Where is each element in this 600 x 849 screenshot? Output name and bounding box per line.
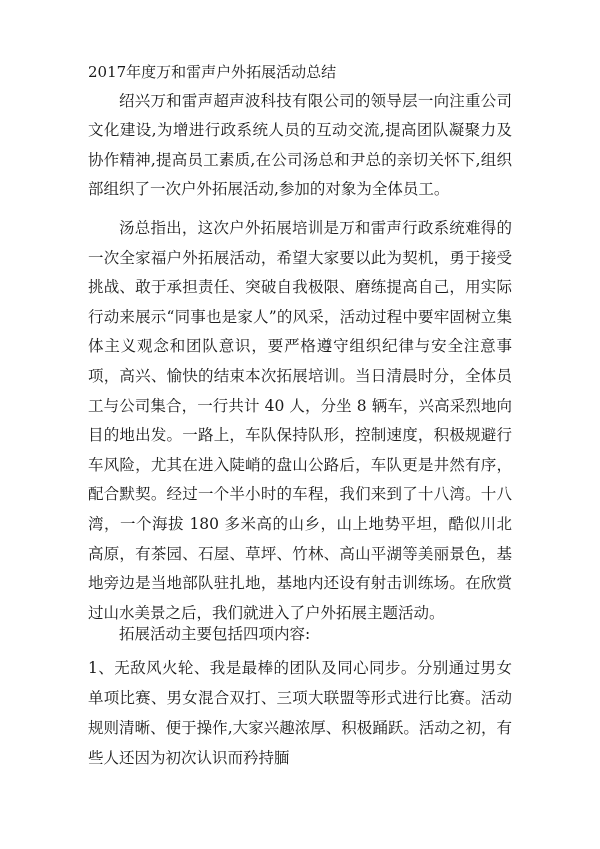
paragraph-speech: 汤总指出，这次户外拓展培训是万和雷声行政系统难得的一次全家福户外拓展活动，希望大家要以此为契机，勇于接受挑战、敢于承担责任、突破自我极限、磨练提高自己，用实际行动来展示“同事也是家人”的风采，活动过程中要牢固树立集体主义观念和团队意识，要严格遵守组织纪律与安全注意事项，高兴、愉快的结束本次拓展培训。当日清晨时分，全体员工与公司集合，一行共计 40 人，分坐 8 辆车，兴高采烈地向目的地出发。一路上，车队保持队形，控制速度，积极规避行车风险，尤其在进入陡峭的盘山公路后，车队更是井然有序，配合默契。经过一个半小时的车程，我们来到了十八湾。十八湾，一个海拔 180 多米高的山乡，山上地势平坦，酷似川北高原，有茶园、石屋、草坪、竹林、高山平湖等美丽景色，基地旁边是当地部队驻扎地，基地内还设有射击训练场。在欣赏过山水美景之后，我们就进入了户外拓展主题活动。 (88, 219, 512, 622)
paragraph-activities-heading: 拓展活动主要包括四项内容: (119, 625, 311, 643)
paragraph-intro: 绍兴万和雷声超声波科技有限公司的领导层一向注重公司文化建设,为增进行政系统人员的互动交流,提高团队凝聚力及协作精神,提高员工素质,在公司汤总和尹总的亲切关怀下,组织部组织了一次户外拓展活动,参加的对象为全体员工。 (88, 92, 512, 198)
paragraph-activity-1: 1、无敌风火轮、我是最棒的团队及同心同步。分别通过男女单项比赛、男女混合双打、三项大联盟等形式进行比赛。活动规则清晰、便于操作,大家兴趣浓厚、积极踊跃。活动之初，有些人还因为初次认识而矜持腼 (88, 659, 512, 767)
document-title: 2017年度万和雷声户外拓展活动总结 (88, 63, 337, 81)
